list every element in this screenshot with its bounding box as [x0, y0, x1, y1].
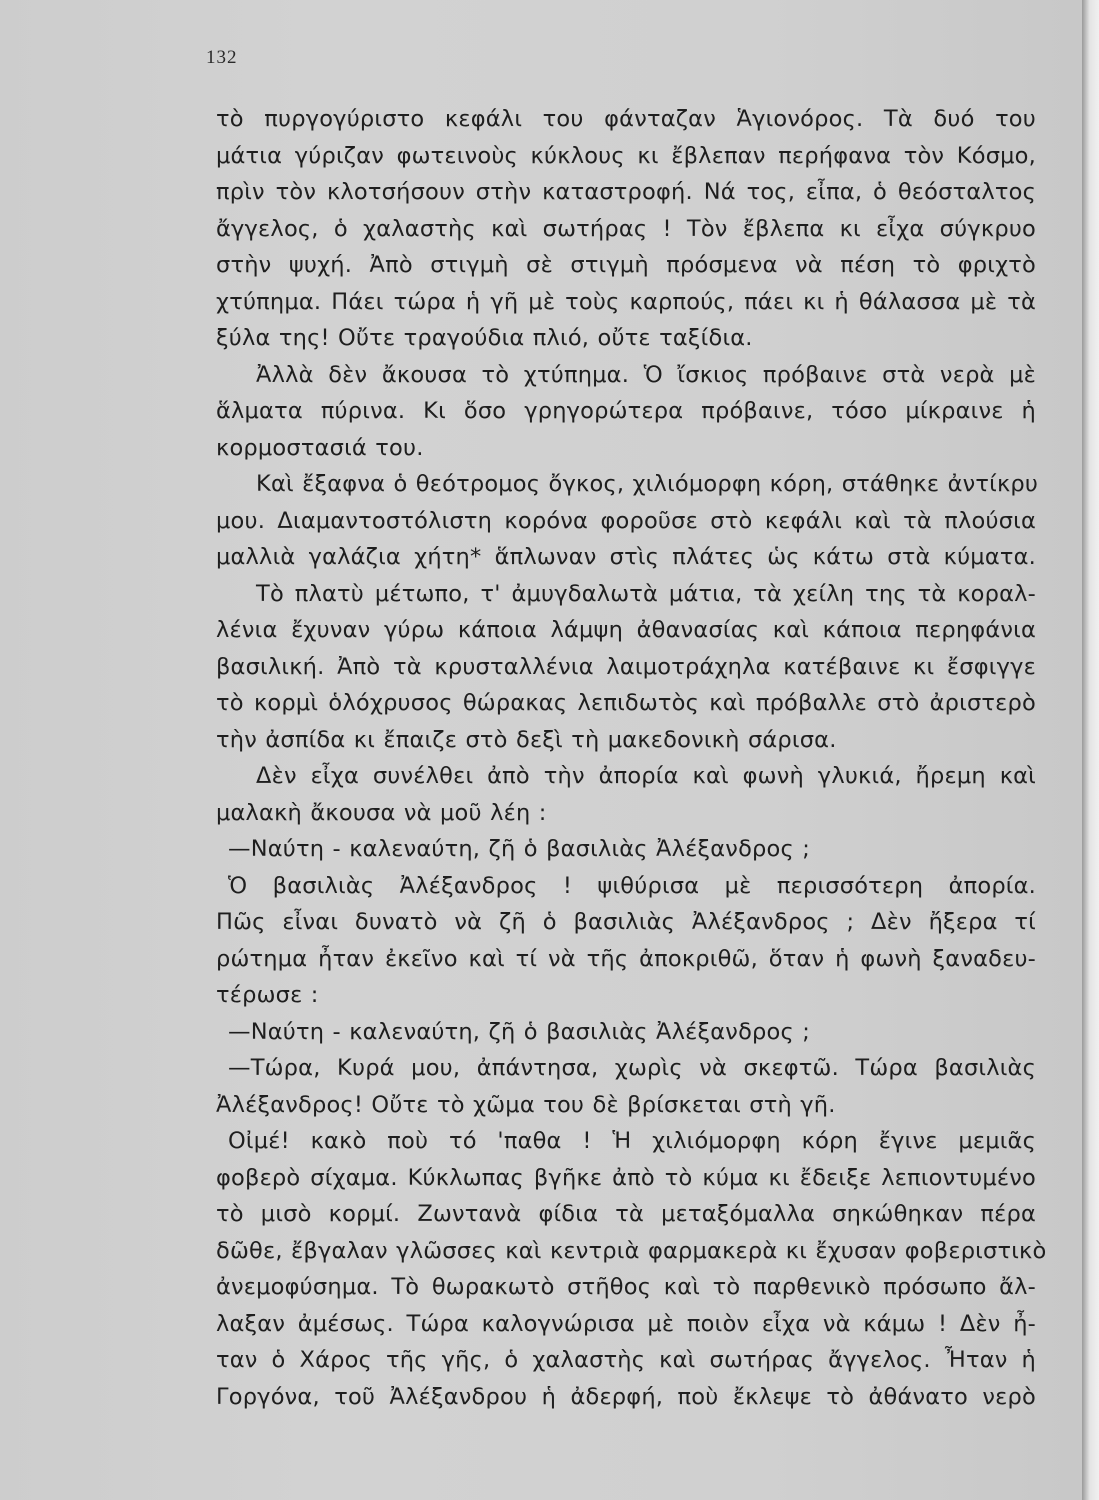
text-line: Καὶ ἔξαφνα ὁ θεότρομος ὄγκος, χιλιόμορφη κόρη, στάθηκε ἀντίκρυ	[256, 471, 1039, 497]
text-line: λένια ἔχυναν γύρω κάποια λάμψη ἀθανασίας καὶ κάποια περηφάνια	[216, 617, 1036, 643]
text-line: Γοργόνα, τοῦ Ἀλέξανδρου ἡ ἀδερφή, ποὺ ἔκλεψε τὸ ἀθάνατο νερὸ	[216, 1383, 1036, 1410]
text-line: στὴν ψυχή. Ἀπὸ στιγμὴ σὲ στιγμὴ πρόσμενα νὰ πέση τὸ φριχτὸ	[216, 252, 1036, 278]
text-line: μαλλιὰ γαλάζια χήτη* ἅπλωναν στὶς πλάτες ὡς κάτω στὰ κύματα.	[216, 544, 1036, 570]
text-line: Τὸ πλατὺ μέτωπο, τ' ἀμυγδαλωτὰ μάτια, τὰ χείλη της τὰ κοραλ-	[256, 580, 1036, 607]
text-line: βασιλική. Ἀπὸ τὰ κρυσταλλένια λαιμοτράχηλα κατέβαινε κι ἔσφιγγε	[216, 653, 1036, 680]
page-number: 132	[206, 47, 238, 68]
body-text	[216, 101, 1047, 1415]
text-line: φοβερὸ σίχαμα. Κύκλωπας βγῆκε ἀπὸ τὸ κύμα κι ἔδειξε λεπιοντυμένο	[216, 1164, 1036, 1191]
text-line: δῶθε, ἔβγαλαν γλῶσσες καὶ κεντριὰ φαρμακερὰ κι ἔχυσαν φοβεριστικὸ	[216, 1237, 1047, 1264]
text-line: λαξαν ἀμέσως. Τώρα καλογνώρισα μὲ ποιὸν εἶχα νὰ κάμω ! Δὲν ἦ-	[216, 1310, 1036, 1337]
text-line: τέρωσε :	[216, 982, 319, 1008]
text-line: τὴν ἀσπίδα κι ἔπαιζε στὸ δεξὶ τὴ μακεδονικὴ σάρισα.	[216, 726, 837, 753]
text-line: πρὶν τὸν κλοτσήσουν στὴν καταστροφή. Νά τος, εἶπα, ὁ θεόσταλτος	[216, 179, 1036, 205]
text-line: ρώτημα ἦταν ἐκεῖνο καὶ τί νὰ τῆς ἀποκριθῶ, ὅταν ἡ φωνὴ ξαναδευ-	[216, 945, 1036, 972]
text-line: μάτια γύριζαν φωτεινοὺς κύκλους κι ἔβλεπαν περήφανα τὸν Κόσμο,	[216, 142, 1036, 169]
page-edge	[1082, 0, 1099, 1500]
text-line: Οἰμέ! κακὸ ποὺ τό 'παθα ! Ἡ χιλιόμορφη κόρη ἔγινε μεμιᾶς	[228, 1128, 1036, 1154]
text-line: τὸ πυργογύριστο κεφάλι του φάνταζαν Ἁγιονόρος. Τὰ δυό του	[216, 106, 1036, 132]
text-line: μου. Διαμαντοστόλιστη κορόνα φοροῦσε στὸ κεφάλι καὶ τὰ πλούσια	[216, 507, 1036, 534]
text-line: τὸ κορμὶ ὁλόχρυσος θώρακας λεπιδωτὸς καὶ πρόβαλλε στὸ ἀριστερὸ	[216, 690, 1036, 716]
text-line: ἅλματα πύρινα. Κι ὅσο γρηγορώτερα πρόβαινε, τόσο μίκραινε ἡ	[216, 398, 1036, 424]
text-line: —Τώρα, Κυρά μου, ἀπάντησα, χωρὶς νὰ σκεφτῶ. Τώρα βασιλιὰς	[228, 1055, 1036, 1081]
text-line: Πῶς εἶναι δυνατὸ νὰ ζῆ ὁ βασιλιὰς Ἀλέξανδρος ; Δὲν ἤξερα τί	[216, 909, 1036, 935]
text-line: μαλακὴ ἄκουσα νὰ μοῦ λέη :	[216, 799, 547, 826]
text-line: ἄγγελος, ὁ χαλαστὴς καὶ σωτήρας ! Τὸν ἔβλεπα κι εἶχα σύγκρυο	[216, 215, 1036, 242]
text-line: ἀνεμοφύσημα. Τὸ θωρακωτὸ στῆθος καὶ τὸ παρθενικὸ πρόσωπο ἄλ-	[216, 1274, 1036, 1300]
text-line: —Ναύτη - καλεναύτη, ζῆ ὁ βασιλιὰς Ἀλέξανδρος ;	[228, 1018, 811, 1045]
text-line: Ὁ βασιλιὰς Ἀλέξανδρος ! ψιθύρισα μὲ περισσότερη ἀπορία.	[228, 872, 1036, 899]
text-line: τὸ μισὸ κορμί. Ζωντανὰ φίδια τὰ μεταξόμαλλα σηκώθηκαν πέρα	[216, 1201, 1036, 1227]
text-line: χτύπημα. Πάει τώρα ἡ γῆ μὲ τοὺς καρπούς, πάει κι ἡ θάλασσα μὲ τὰ	[216, 288, 1036, 315]
text-line: κορμοστασιά του.	[216, 434, 424, 461]
text-line: Ἀλέξανδρος! Οὔτε τὸ χῶμα του δὲ βρίσκεται στὴ γῆ.	[216, 1091, 836, 1118]
text-line: ταν ὁ Χάρος τῆς γῆς, ὁ χαλαστὴς καὶ σωτήρας ἄγγελος. Ἦταν ἡ	[216, 1347, 1036, 1373]
text-line: —Ναύτη - καλεναύτη, ζῆ ὁ βασιλιὰς Ἀλέξανδρος ;	[228, 836, 811, 862]
text-line: Ἀλλὰ δὲν ἄκουσα τὸ χτύπημα. Ὁ ἴσκιος πρόβαινε στὰ νερὰ μὲ	[256, 361, 1036, 388]
text-line: ξύλα της! Οὔτε τραγούδια πλιό, οὔτε ταξίδια.	[216, 325, 753, 351]
text-line: Δὲν εἶχα συνέλθει ἀπὸ τὴν ἀπορία καὶ φωνὴ γλυκιά, ἤρεμη καὶ	[256, 763, 1036, 789]
